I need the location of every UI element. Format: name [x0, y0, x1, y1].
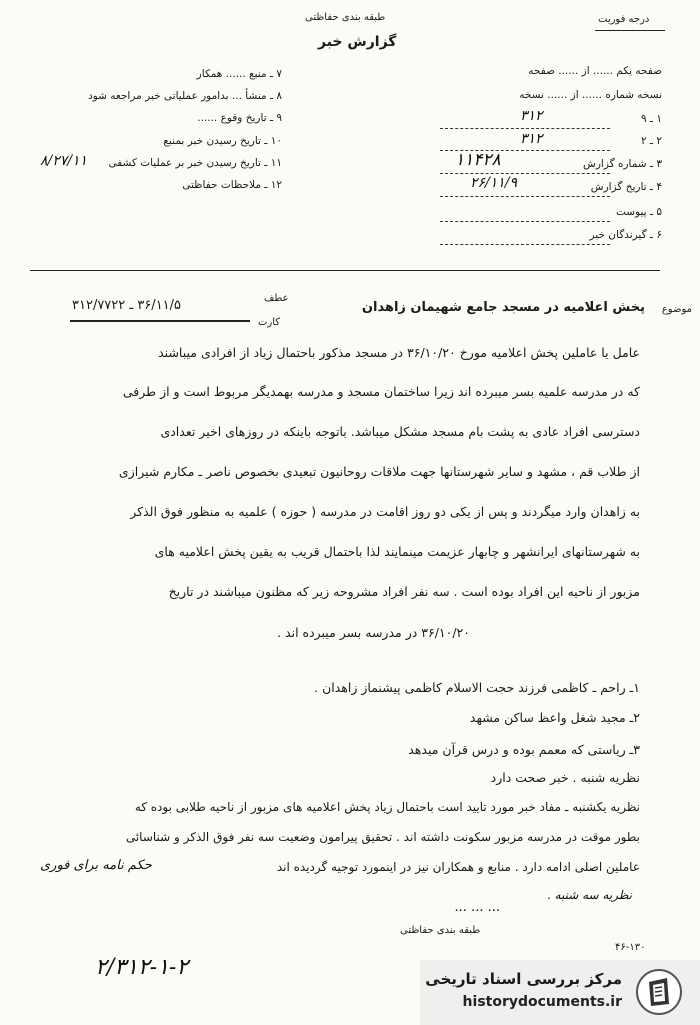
- body-line-2: که در مدرسه علمیه بسر میبرده اند زیرا ساختمان مسجد و مدرسه بهمدیگر مربوط است و از طرفی: [122, 384, 640, 399]
- field-6: ۶ ـ گیرندگان خبر: [589, 229, 662, 241]
- copy-count: نسخه شماره ...... از ...... نسخه: [519, 89, 662, 101]
- note-sunday-1: نظریه یکشنبه ـ مفاد خبر مورد تایید است باحتمال زیاد پخش اعلامیه های مزبور از ناحیه طلابی بوده که: [134, 800, 640, 814]
- handwritten-note-tuesday: نظریه سه شنبه .: [546, 888, 632, 902]
- field-11: ۱۱ ـ تاریخ رسیدن خبر بر عملیات کشفی: [108, 157, 282, 169]
- field-4-line: [440, 196, 610, 197]
- field-7: ۷ ـ منبع ...... همکار: [196, 68, 282, 80]
- reference-label-bottom: کارت: [258, 317, 281, 328]
- form-code: ۴۶-۱۳۰: [615, 942, 646, 953]
- field-1-line: [440, 128, 610, 129]
- list-item-2: ۲ـ مجید شغل واعظ ساکن مشهد: [469, 710, 640, 725]
- header-separator: [30, 270, 660, 271]
- reference-bracket: [70, 320, 250, 322]
- note-saturday: نظریه شنبه . خبر صحت دارد: [490, 770, 640, 785]
- field-4-value: ۲۶/۱۱/۹: [470, 175, 518, 191]
- subject-label: موضوع: [661, 304, 692, 315]
- field-3-line: [440, 173, 610, 174]
- document-title: گزارش خبر: [318, 34, 397, 50]
- body-line-6: به شهرستانهای ایرانشهر و چابهار عزیمت مینمایند لذا باحتمال قریب به یقین پخش اعلامیه های: [154, 544, 640, 559]
- field-2: ۲ ـ ۲: [640, 135, 662, 147]
- field-1-value: ۳۱۲: [520, 108, 543, 124]
- list-item-3: ۳ـ ریاستی که معمم بوده و درس قرآن میدهد: [408, 742, 640, 757]
- handwritten-bottom-number: ۲/۳۱۲-۱-۲: [95, 955, 189, 980]
- page-count: صفحه یکم ...... از ...... صفحه: [528, 65, 662, 77]
- field-1: ۱ ـ ۹: [640, 113, 662, 125]
- body-line-8: ۳۶/۱۰/۲۰ در مدرسه بسر میبرده اند .: [277, 625, 470, 640]
- field-8: ۸ ـ منشأ ... بدامور عملیاتی خبر مراجعه شود: [88, 90, 282, 102]
- field-5-line: [440, 221, 610, 222]
- body-line-1: عامل یا عاملین پخش اعلامیه مورخ ۳۶/۱۰/۲۰ در مسجد مذکور باحتمال زیاد از افرادی میباشند: [158, 345, 640, 360]
- field-11-handwritten: ۸/۲۷/۱۱: [40, 153, 88, 169]
- classification-top: طبقه بندی حفاظتی: [305, 12, 386, 23]
- reference-number: ۳۶/۱۱/۵ ـ ۳۱۲/۷۷۲۲: [72, 298, 182, 313]
- field-3-value: ۱۱۴۲۸: [455, 150, 501, 170]
- handwritten-note-end: حکم نامه برای فوری: [40, 858, 152, 873]
- note-sunday-3: عاملین اصلی ادامه دارد . منابع و همکاران نیز در اینمورد توجیه گردیده اند: [276, 860, 640, 874]
- body-line-7: مزبور از ناحیه این افراد بوده است . سه نفر افراد مشروحه زیر که مظنون میباشند در تاریخ: [168, 584, 640, 599]
- handwritten-signature-line: ... ... ...: [454, 900, 500, 915]
- classification-bottom: طبقه بندی حفاظتی: [400, 925, 481, 936]
- note-sunday-2: بطور موقت در مدرسه مزبور سکونت داشته اند . تحقیق پیرامون وضعیت سه نفر فوق الذکر و شناسائی: [125, 830, 640, 844]
- reference-label-top: عطف: [264, 293, 289, 304]
- priority-underline: [595, 30, 665, 31]
- priority-label: درجه فوریت: [598, 14, 650, 25]
- field-10: ۱۰ ـ تاریخ رسیدن خبر بمنبع: [163, 135, 282, 147]
- body-line-5: به زاهدان وارد میگردند و پس از یکی دو روز اقامت در مدرسه ( حوزه ) علمیه به منظور فوق الذکر: [130, 504, 640, 519]
- subject-text: پخش اعلامیه در مسجد جامع شهیمان زاهدان: [361, 300, 645, 315]
- body-line-4: از طلاب قم ، مشهد و سایر شهرستانها جهت ملاقات روحانیون تبعیدی بخصوص ناصر ـ مکارم شیرازی: [118, 464, 640, 479]
- field-6-line: [440, 244, 610, 245]
- field-4: ۴ ـ تاریخ گزارش: [590, 181, 662, 193]
- field-3: ۳ ـ شماره گزارش: [583, 158, 662, 170]
- field-2-value: ۳۱۲: [520, 131, 543, 147]
- archive-url[interactable]: historydocuments.ir: [462, 994, 622, 1010]
- body-line-3: دسترسی افراد عادی به پشت بام مسجد مشکل میباشد. باتوجه باینکه در روزهای اخیر تعدادی: [160, 424, 640, 439]
- field-5: ۵ ـ پیوست: [615, 206, 662, 218]
- archive-name: مرکز بررسی اسناد تاریخی: [425, 970, 622, 988]
- field-9: ۹ ـ تاریخ وقوع ......: [197, 112, 282, 124]
- list-item-1: ۱ـ راحم ـ کاظمی فرزند حجت الاسلام کاظمی پیشنماز زاهدان .: [314, 680, 640, 695]
- field-12: ۱۲ ـ ملاحظات حفاظتی: [182, 179, 282, 191]
- archive-logo-icon: [635, 968, 683, 1016]
